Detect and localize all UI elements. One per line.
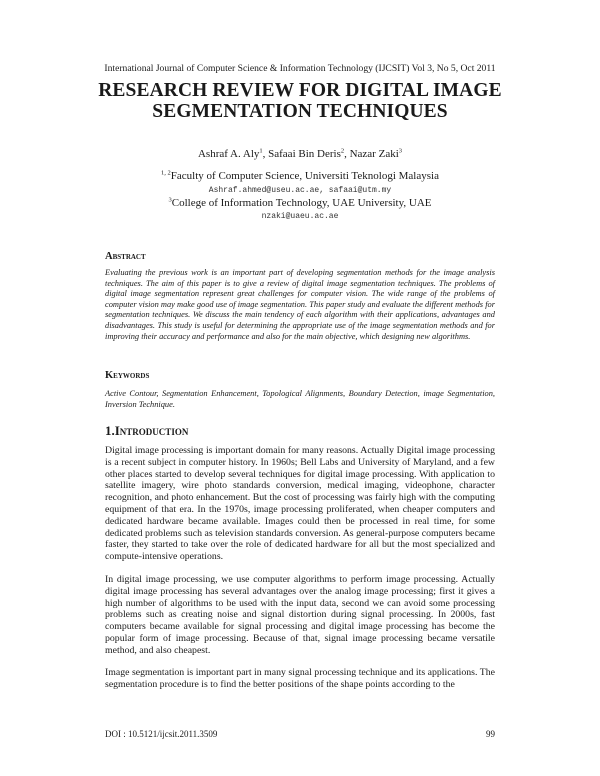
section-title: Introduction (114, 423, 189, 438)
author-list: Ashraf A. Aly$^1$, Safaai Bin Deris$^2$, Nazar Zaki$^3$ (197, 147, 403, 160)
author-name: Nazar Zaki (349, 148, 399, 160)
affiliation-2 (0, 197, 600, 209)
journal-header: International Journal of Computer Science & Information Technology (IJCSIT) Vol 3, No 5, Oct 2011 (104, 63, 496, 74)
abstract-text: Evaluating the previous work is an important part of developing segmentation methods for the image analysis techniques. The aim of this paper is to give a review of digital image segmentation techniques. The problems of digital image segmentation represent great challenges for computer vision. The wide range of the problems of computer vision may make good use of image segmentation. This paper study and evaluate the different methods for segmentation techniques. We discuss the main tendency of each algorithm with their applications, advantages and disadvantages. This study is useful for determining the appropriate use of the image segmentation methods and for improving their accuracy and performance and also for the main objective, which designing new algorithms. (105, 268, 495, 341)
affiliation-1-sup: 1, 2 (161, 169, 171, 177)
affiliation-2-sup: 3 (168, 196, 172, 204)
affiliation-1 (0, 170, 600, 182)
title-line-1: RESEARCH REVIEW FOR DIGITAL IMAGE (98, 80, 502, 101)
author-name: Safaai Bin Deris (268, 148, 341, 160)
body-paragraph: Digital image processing is important domain for many reasons. Actually Digital image processing is a recent subject in computer history. In 1960s; Bell Labs and University of Maryland, and a few other places started to develop several techniques for digital image processing. With application to satellite imagery, wire photo standards conversion, medical imaging, videophone, character recognition, and photo enhancement. But the cost of processing was fairly high with the computing equipment of that era. In the 1970s, image processing proliferated, when cheaper computers and dedicated hardware became available. Images could then be processed in real time, for some dedicated problems such as television standards conversion. As general-purpose computers became faster, they started to take over the role of dedicated hardware for all but the most specialized and compute-intensive operations. (105, 445, 495, 563)
paper-title (0, 80, 600, 122)
doi-footer: DOI : 10.5121/ijcsit.2011.3509 (105, 729, 218, 739)
author-sup: 2 (340, 147, 345, 155)
affiliation-2-text: College of Information Technology, UAE University, UAE (171, 197, 432, 209)
author-sup: 1 (259, 147, 263, 155)
title-line-2: SEGMENTATION TECHNIQUES (152, 101, 448, 122)
abstract-heading: Abstract (105, 251, 146, 262)
section-number: 1. (105, 423, 115, 438)
author-name: Ashraf A. Aly (197, 148, 260, 160)
author-sup: 3 (398, 147, 403, 155)
section-heading-introduction (105, 423, 188, 439)
keywords-heading: Keywords (105, 370, 150, 381)
page-number: 99 (486, 729, 495, 739)
affiliation-2-emails: nzaki@uaeu.ac.ae (261, 212, 339, 221)
body-paragraph: Image segmentation is important part in many signal processing technique and its applications. The segmentation procedure is to find the better positions of the shape points according to the (105, 667, 495, 690)
keywords-text: Active Contour, Segmentation Enhancement, Topological Alignments, Boundary Detection, image Segmentation, Inversion Technique. (105, 389, 495, 409)
body-paragraph: In digital image processing, we use computer algorithms to perform image processing. Actually digital image processing has several advantages over the analog image processing; first it gives a high number of algorithms to be used with the input data, second we can avoid some processing problems such as creating noise and signal distortion during signal processing. In 2000s, fast computers became available for signal processing and digital image processing has become the popular form of image processing. Because of that, signal image processing became versatile method, and also cheapest. (105, 574, 495, 656)
affiliation-1-text: Faculty of Computer Science, Universiti Teknologi Malaysia (170, 170, 439, 182)
affiliation-1-emails: Ashraf.ahmed@useu.ac.ae, safaai@utm.my (208, 186, 392, 195)
